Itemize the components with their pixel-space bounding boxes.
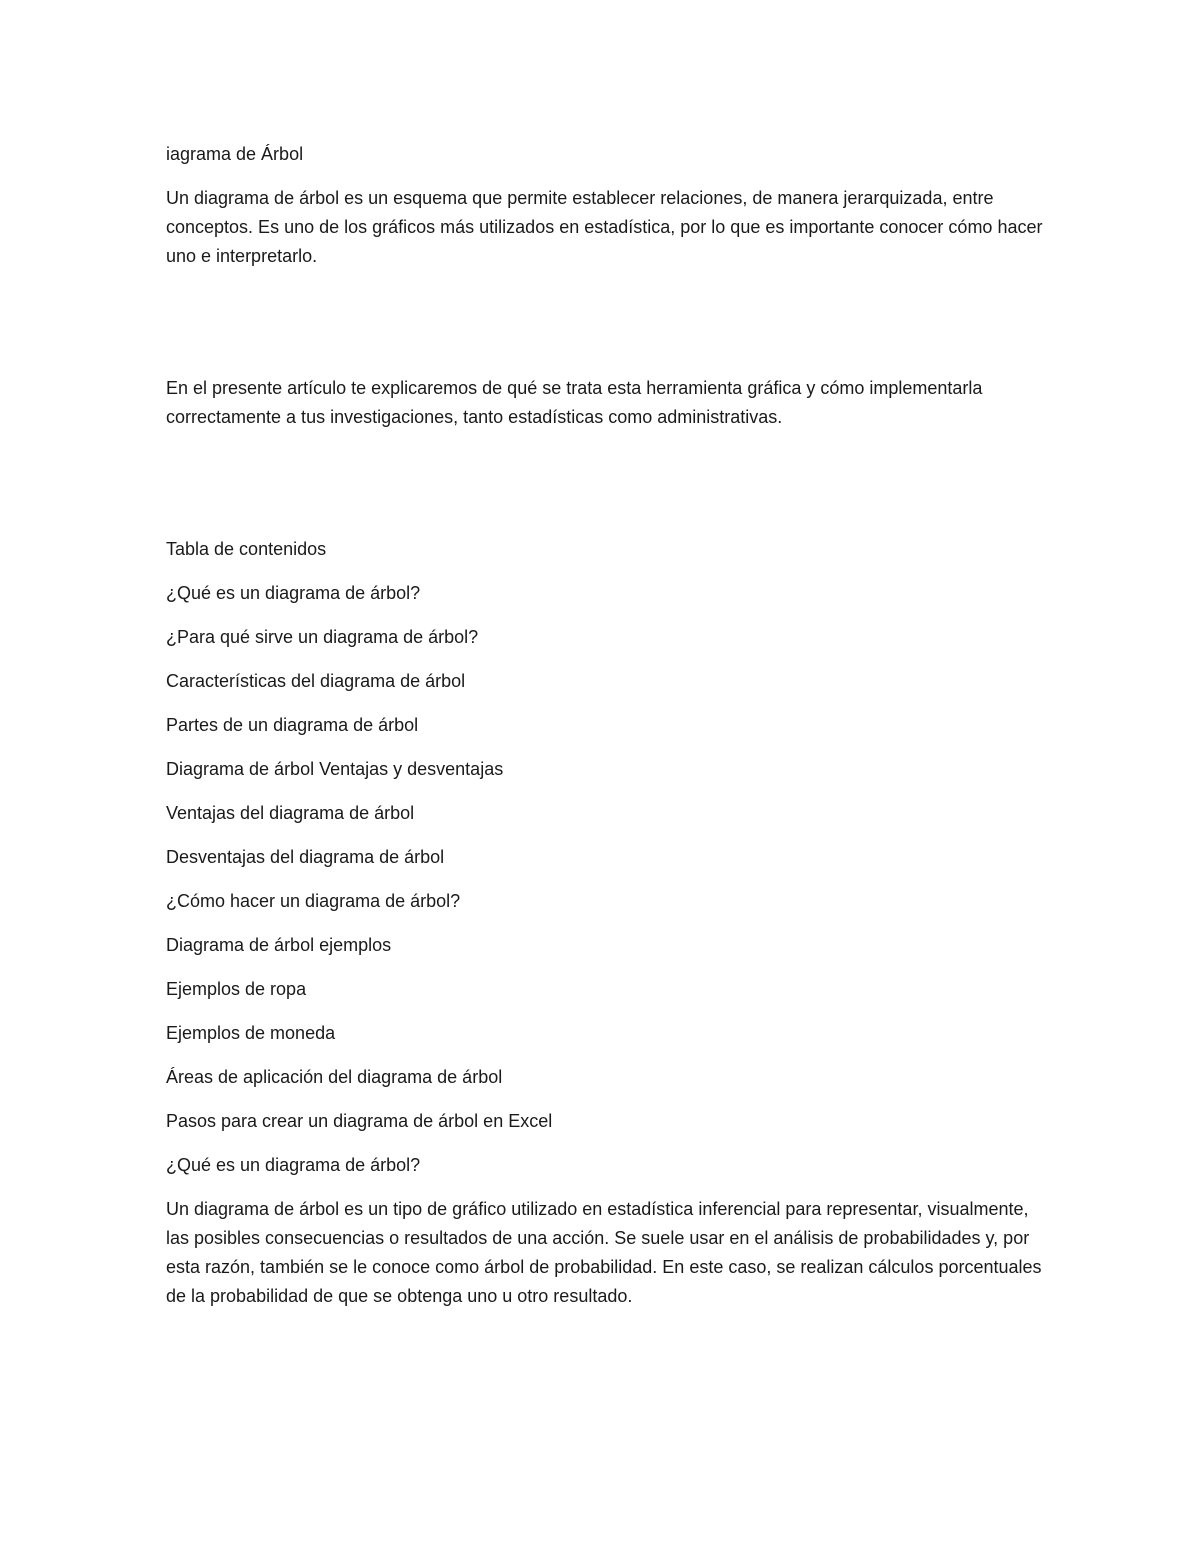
toc-item: ¿Para qué sirve un diagrama de árbol? <box>166 627 479 647</box>
intro-paragraph: Un diagrama de árbol es un esquema que permite establecer relaciones, de manera jerarquizada, entre conceptos. Es uno de los gráficos más utilizados en estadística, por lo que es importante conocer cómo hacer uno e interpretarlo. <box>166 188 1043 266</box>
toc-heading: Tabla de contenidos <box>166 539 327 559</box>
second-paragraph: En el presente artículo te explicaremos de qué se trata esta herramienta gráfica y cómo implementarla correctamente a tus investigaciones, tanto estadísticas como administrativas. <box>166 378 983 427</box>
toc-item: Desventajas del diagrama de árbol <box>166 847 445 867</box>
toc-item: Ejemplos de moneda <box>166 1023 336 1043</box>
toc-item: ¿Qué es un diagrama de árbol? <box>166 583 421 603</box>
toc-item: Diagrama de árbol ejemplos <box>166 935 392 955</box>
toc-item: Diagrama de árbol Ventajas y desventajas <box>166 759 504 779</box>
toc-list <box>166 579 1046 1136</box>
toc-item: Partes de un diagrama de árbol <box>166 715 419 735</box>
toc-item: Ejemplos de ropa <box>166 979 307 999</box>
document-title: iagrama de Árbol <box>166 144 304 164</box>
toc-item: Ventajas del diagrama de árbol <box>166 803 415 823</box>
toc-item: ¿Cómo hacer un diagrama de árbol? <box>166 891 461 911</box>
toc-item: Áreas de aplicación del diagrama de árbol <box>166 1067 503 1087</box>
toc-item: Pasos para crear un diagrama de árbol en Excel <box>166 1111 553 1131</box>
toc-item: Características del diagrama de árbol <box>166 671 466 691</box>
section-paragraph: Un diagrama de árbol es un tipo de gráfico utilizado en estadística inferencial para representar, visualmente, las posibles consecuencias o resultados de una acción. Se suele usar en el análisis de probabilidades y, por esta razón, también se le conoce como árbol de probabilidad. En este caso, se realizan cálculos porcentuales de la probabilidad de que se obtenga uno u otro resultado. <box>166 1199 1042 1306</box>
section-heading: ¿Qué es un diagrama de árbol? <box>166 1155 421 1175</box>
document-page <box>166 140 1046 1311</box>
